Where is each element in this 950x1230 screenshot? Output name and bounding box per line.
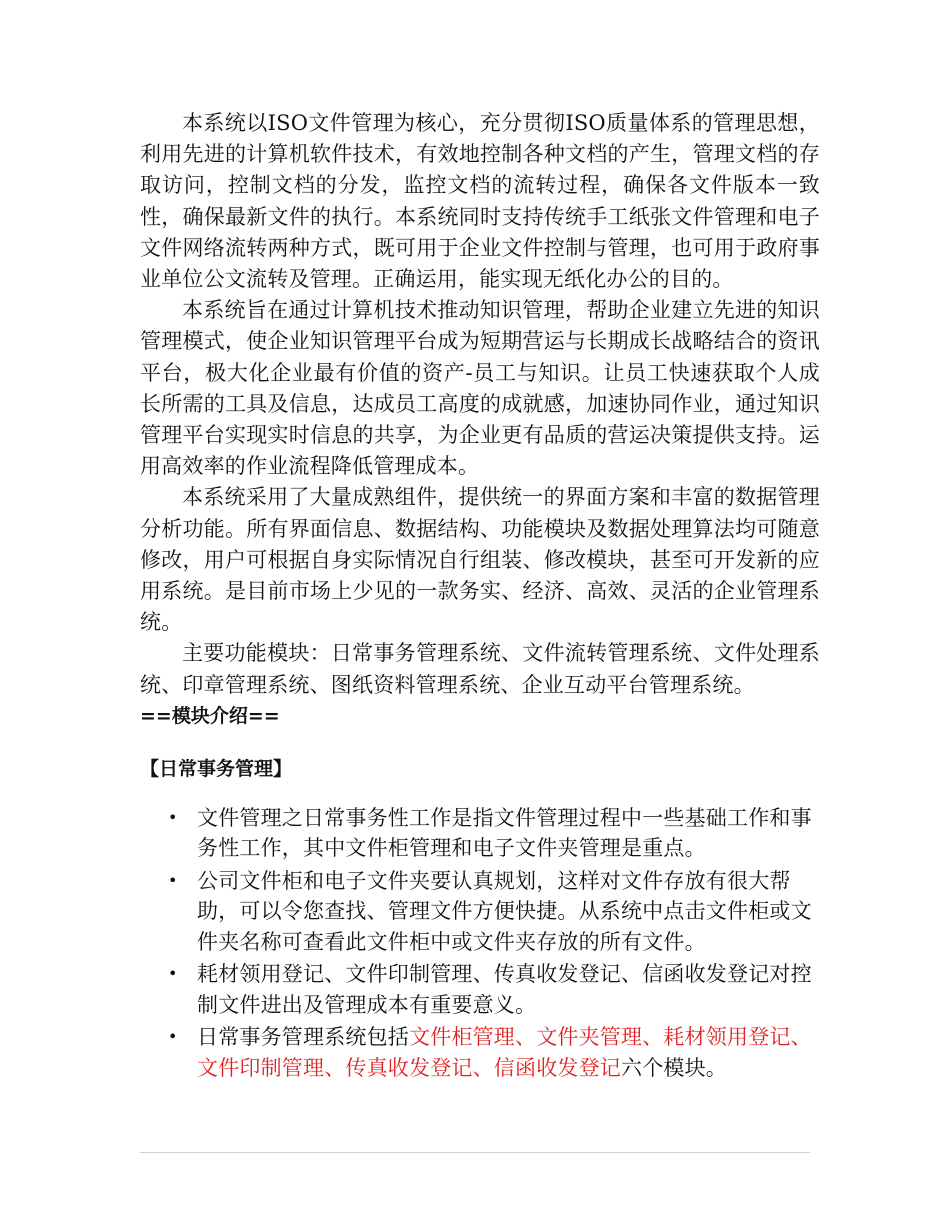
main-modules-paragraph: 主要功能模块：日常事务管理系统、文件流转管理系统、文件处理系统、印章管理系统、图纸资料管理系统、企业互动平台管理系统。 bbox=[140, 641, 820, 697]
bullet-dot-icon: • bbox=[168, 807, 178, 827]
section-title-daily-affairs: 【日常事务管理】 bbox=[140, 757, 293, 780]
list-item bbox=[140, 959, 820, 1020]
bullet-dot-icon: • bbox=[168, 1027, 178, 1047]
bullet-dot-icon: • bbox=[168, 964, 178, 984]
list-item-text: 耗材领用登记、文件印制管理、传真收发登记、信函收发登记对控制文件进出及管理成本有重要意义。 bbox=[197, 962, 812, 1017]
list-item-text-prefix: 日常事务管理系统包括 bbox=[197, 1025, 409, 1050]
list-item bbox=[140, 1022, 820, 1083]
list-item bbox=[140, 803, 820, 864]
intro-paragraph-1: 本系统以ISO文件管理为核心，充分贯彻ISO质量体系的管理思想，利用先进的计算机软件技术，有效地控制各种文档的产生，管理文档的存取访问，控制文档的分发，监控文档的流转过程，确保各文件版本一致性，确保最新文件的执行。本系统同时支持传统手工纸张文件管理和电子文件网络流转两种方式，既可用于企业文件控制与管理，也可用于政府事业单位公文流转及管理。正确运用，能实现无纸化办公的目的。 bbox=[140, 111, 820, 292]
document-body bbox=[140, 108, 820, 1085]
bullet-dot-icon: • bbox=[168, 870, 178, 890]
highlighted-module-names: 文件柜管理、文件夹管理、耗材领用登记、文件印制管理、传真收发登记、信函收发登记 bbox=[197, 1025, 812, 1080]
daily-affairs-bullet-list bbox=[140, 803, 820, 1084]
module-intro-heading: ==模块介绍== bbox=[140, 704, 280, 727]
list-item-text-suffix: 六个模块。 bbox=[621, 1055, 727, 1080]
list-item-text: 文件管理之日常事务性工作是指文件管理过程中一些基础工作和事务性工作，其中文件柜管理和电子文件夹管理是重点。 bbox=[197, 805, 812, 861]
footer-divider bbox=[140, 1152, 810, 1153]
list-item-text: 公司文件柜和电子文件夹要认真规划，这样对文件存放有很大帮助，可以令您查找、管理文件方便快捷。从系统中点击文件柜或文件夹名称可查看此文件柜中或文件夹存放的所有文件。 bbox=[197, 868, 812, 954]
list-item bbox=[140, 866, 820, 958]
intro-paragraph-2: 本系统旨在通过计算机技术推动知识管理，帮助企业建立先进的知识管理模式，使企业知识管理平台成为短期营运与长期成长战略结合的资讯平台，极大化企业最有价值的资产-员工与知识。让员工快速获取个人成长所需的工具及信息，达成员工高度的成就感，加速协同作业，通过知识管理平台实现实时信息的共享，为企业更有品质的营运决策提供支持。运用高效率的作业流程降低管理成本。 bbox=[140, 298, 820, 479]
intro-paragraph-3: 本系统采用了大量成熟组件，提供统一的界面方案和丰富的数据管理分析功能。所有界面信息、数据结构、功能模块及数据处理算法均可随意修改，用户可根据自身实际情况自行组装、修改模块，甚至可开发新的应用系统。是目前市场上少见的一款务实、经济、高效、灵活的企业管理系统。 bbox=[140, 485, 820, 635]
